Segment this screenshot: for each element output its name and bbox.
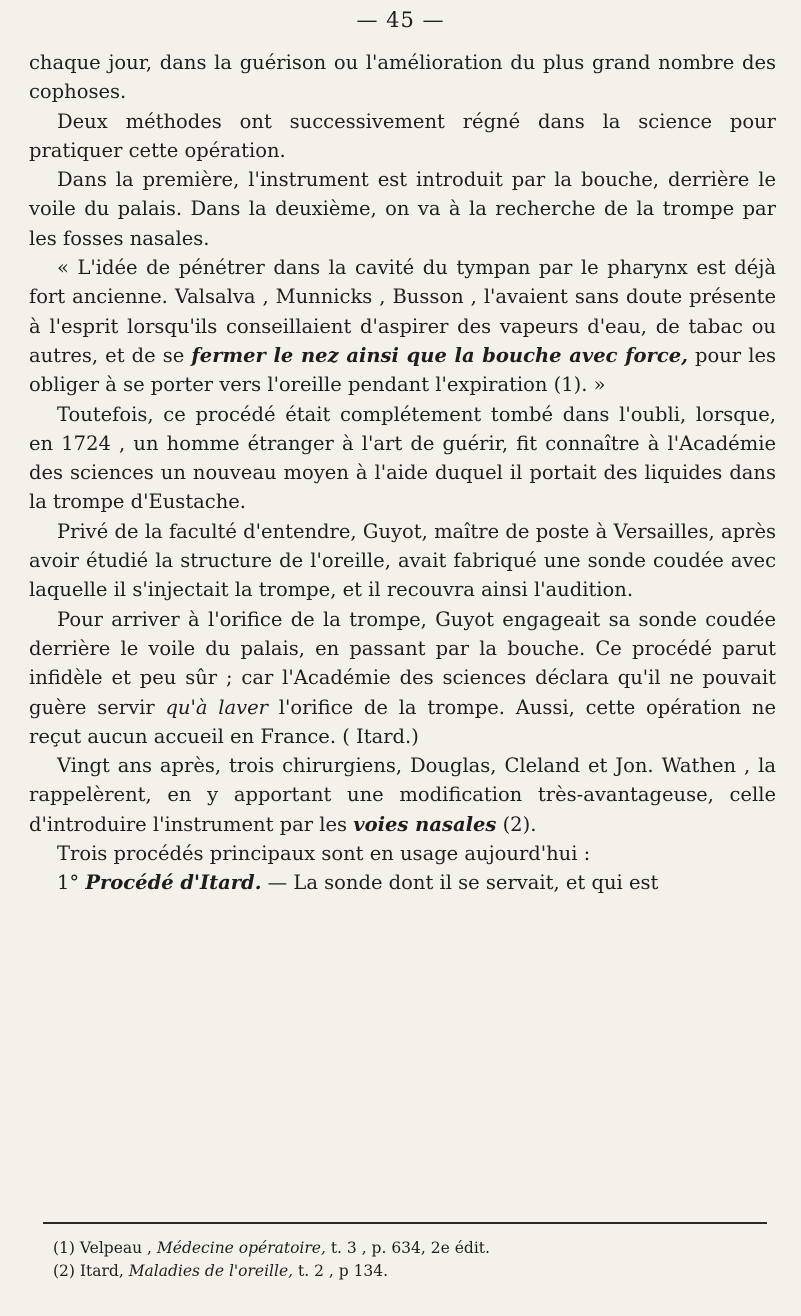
paragraph: Toutefois, ce procédé était complétement tombé dans l'oubli, lorsque, en 1724 , un homme étranger à l'art de guérir, fit connaître à l'Académie des sciences un nouveau moyen à l'aide duquel il portait des liquides dans la trompe d'Eustache. xyxy=(29,402,776,514)
text-run: pour les obliger à se porter vers l'oreille pendant l'expiration (1). » xyxy=(29,343,776,397)
paragraph: Privé de la faculté d'entendre, Guyot, maître de poste à Versailles, après avoir étudié la structure de l'oreille, avait fabriqué une sonde coudée avec laquelle il s'injectait la trompe, et il recouvra ainsi l'audition. xyxy=(29,519,776,602)
text-run: l'orifice de la trompe. Aussi, cette opération ne reçut aucun accueil en France. ( Itard.) xyxy=(29,695,776,748)
paragraph xyxy=(29,868,776,897)
text-run: Vingt ans après, trois chirurgiens, Douglas, Cleland et Jon. Wathen , la rappelèrent, en y apportant une modification très-avantageuse, celle d'introduire l'instrument par les xyxy=(29,754,776,836)
page-number: — 45 — xyxy=(356,8,445,32)
footnote-marker: (2) xyxy=(53,1262,75,1280)
footnote xyxy=(53,1237,769,1260)
emphasis: Médecine opératoire, xyxy=(156,1239,326,1257)
text-run: Itard, xyxy=(79,1262,129,1280)
paragraph xyxy=(29,605,776,751)
paragraph xyxy=(29,751,776,839)
text-run: « L'idée de pénétrer dans la cavité du tympan par le pharynx est déjà fort ancienne. Valsalva , Munnicks , Busson , l'avaient sans doute présente à l'esprit lorsqu'ils conseillaient d'aspirer des vapeurs d'eau, de tabac ou autres, et de se xyxy=(29,256,776,367)
text-run: Velpeau , xyxy=(79,1239,157,1257)
paragraph: Trois procédés principaux sont en usage aujourd'hui : xyxy=(57,842,591,866)
text-run: t. 3 , p. 634, 2e édit. xyxy=(325,1239,490,1257)
text-run: — La sonde dont il se servait, et qui est xyxy=(261,871,659,895)
emphasis: fermer le nez ainsi que la bouche avec force, xyxy=(191,343,688,367)
footnote-marker: (1) xyxy=(53,1239,75,1257)
footnote xyxy=(53,1260,769,1283)
footnote-divider xyxy=(43,1222,767,1224)
emphasis: voies nasales xyxy=(353,812,497,836)
paragraph-quote xyxy=(29,253,776,399)
paragraph: Dans la première, l'instrument est introduit par la bouche, derrière le voile du palais. Dans la deuxième, on va à la recherche de la trompe par les fosses nasales. xyxy=(29,168,776,250)
footnotes xyxy=(53,1237,769,1283)
text-run: Pour arriver à l'orifice de la trompe, Guyot engageait sa sonde coudée derrière le voile du palais, en passant par la bouche. Ce procédé parut infidèle et peu sûr ; car l'Académie des sciences déclara qu'il ne pouvait guère servir xyxy=(29,607,776,719)
emphasis: Procédé d'Itard. xyxy=(85,871,262,895)
text-run: 1° xyxy=(57,871,86,895)
main-text xyxy=(29,48,776,898)
text-run: t. 2 , p 134. xyxy=(293,1262,389,1280)
paragraph: Deux méthodes ont successivement régné dans la science pour pratiquer cette opération. xyxy=(29,109,776,162)
paragraph: chaque jour, dans la guérison ou l'amélioration du plus grand nombre des cophoses. xyxy=(29,51,776,104)
emphasis: qu'à laver xyxy=(165,695,268,719)
text-run: (2). xyxy=(496,812,537,836)
emphasis: Maladies de l'oreille, xyxy=(128,1262,294,1280)
